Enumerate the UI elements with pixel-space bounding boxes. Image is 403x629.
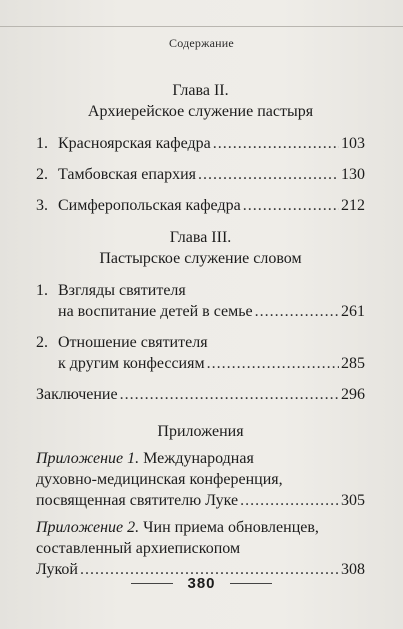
toc-entry-appendix[interactable] bbox=[36, 517, 365, 580]
page-footer bbox=[0, 575, 403, 592]
entry-title-line-1: Чин приема обновленцев, bbox=[139, 519, 319, 536]
entry-number: 3. bbox=[36, 197, 48, 214]
leader-dots bbox=[240, 490, 339, 511]
entry-title: Заключение bbox=[36, 386, 118, 403]
entry-number: 2. bbox=[36, 166, 48, 183]
entry-title: Красноярская кафедра bbox=[58, 135, 211, 152]
appendices-title: Приложения bbox=[157, 423, 244, 440]
entry-page: 212 bbox=[341, 197, 365, 214]
header-rule bbox=[0, 26, 403, 27]
entry-number: 1. bbox=[36, 135, 48, 152]
entry-page: 130 bbox=[341, 166, 365, 183]
entry-title-line-3: посвященная святителю Луке bbox=[36, 492, 239, 509]
entry-page: 261 bbox=[341, 303, 365, 320]
entry-page: 305 bbox=[341, 492, 365, 509]
toc-entry[interactable] bbox=[36, 332, 365, 374]
entry-number: 1. bbox=[36, 282, 48, 299]
entry-title-line-2: к другим конфессиям bbox=[58, 355, 205, 372]
table-of-contents bbox=[36, 80, 365, 586]
appendix-label: Приложение 1. bbox=[36, 450, 140, 467]
toc-entry[interactable] bbox=[36, 164, 365, 185]
leader-dots bbox=[198, 164, 339, 185]
leader-dots bbox=[213, 133, 339, 154]
entry-title: Симферопольская кафедра bbox=[58, 197, 241, 214]
entry-title-line-1: Взгляды святителя bbox=[58, 282, 186, 299]
entry-title: Тамбовская епархия bbox=[58, 166, 196, 183]
running-head: Содержание bbox=[169, 36, 234, 50]
entry-title-line-1: Отношение святителя bbox=[58, 334, 208, 351]
entry-title-line-1: Международная bbox=[139, 450, 254, 467]
toc-entry-appendix[interactable] bbox=[36, 448, 365, 511]
leader-dots bbox=[255, 301, 339, 322]
leader-dots bbox=[120, 384, 339, 405]
toc-entry-conclusion[interactable] bbox=[36, 384, 365, 405]
chapter-2-title: Глава II. bbox=[172, 82, 229, 99]
page-number: 380 bbox=[187, 575, 216, 592]
entry-page: 296 bbox=[341, 386, 365, 403]
toc-entry[interactable] bbox=[36, 280, 365, 322]
footer-rule-left bbox=[131, 583, 173, 584]
chapter-3-title: Глава III. bbox=[169, 229, 232, 246]
footer-rule-right bbox=[230, 583, 272, 584]
entry-page: 308 bbox=[341, 561, 365, 578]
entry-title-line-2: духовно-медицинская конференция, bbox=[36, 471, 283, 488]
leader-dots bbox=[243, 195, 339, 216]
entry-page: 103 bbox=[341, 135, 365, 152]
leader-dots bbox=[207, 353, 339, 374]
toc-entry[interactable] bbox=[36, 195, 365, 216]
entry-title-line-2: на воспитание детей в семье bbox=[58, 303, 253, 320]
chapter-2-subtitle: Архиерейское служение пастыря bbox=[87, 103, 314, 120]
toc-entry[interactable] bbox=[36, 133, 365, 154]
entry-number: 2. bbox=[36, 334, 48, 351]
chapter-3-subtitle: Пастырское служение словом bbox=[99, 250, 302, 267]
entry-title-line-3: Лукой bbox=[36, 561, 78, 578]
entry-title-line-2: составленный архиепископом bbox=[36, 540, 241, 557]
appendix-label: Приложение 2. bbox=[36, 519, 140, 536]
entry-page: 285 bbox=[341, 355, 365, 372]
